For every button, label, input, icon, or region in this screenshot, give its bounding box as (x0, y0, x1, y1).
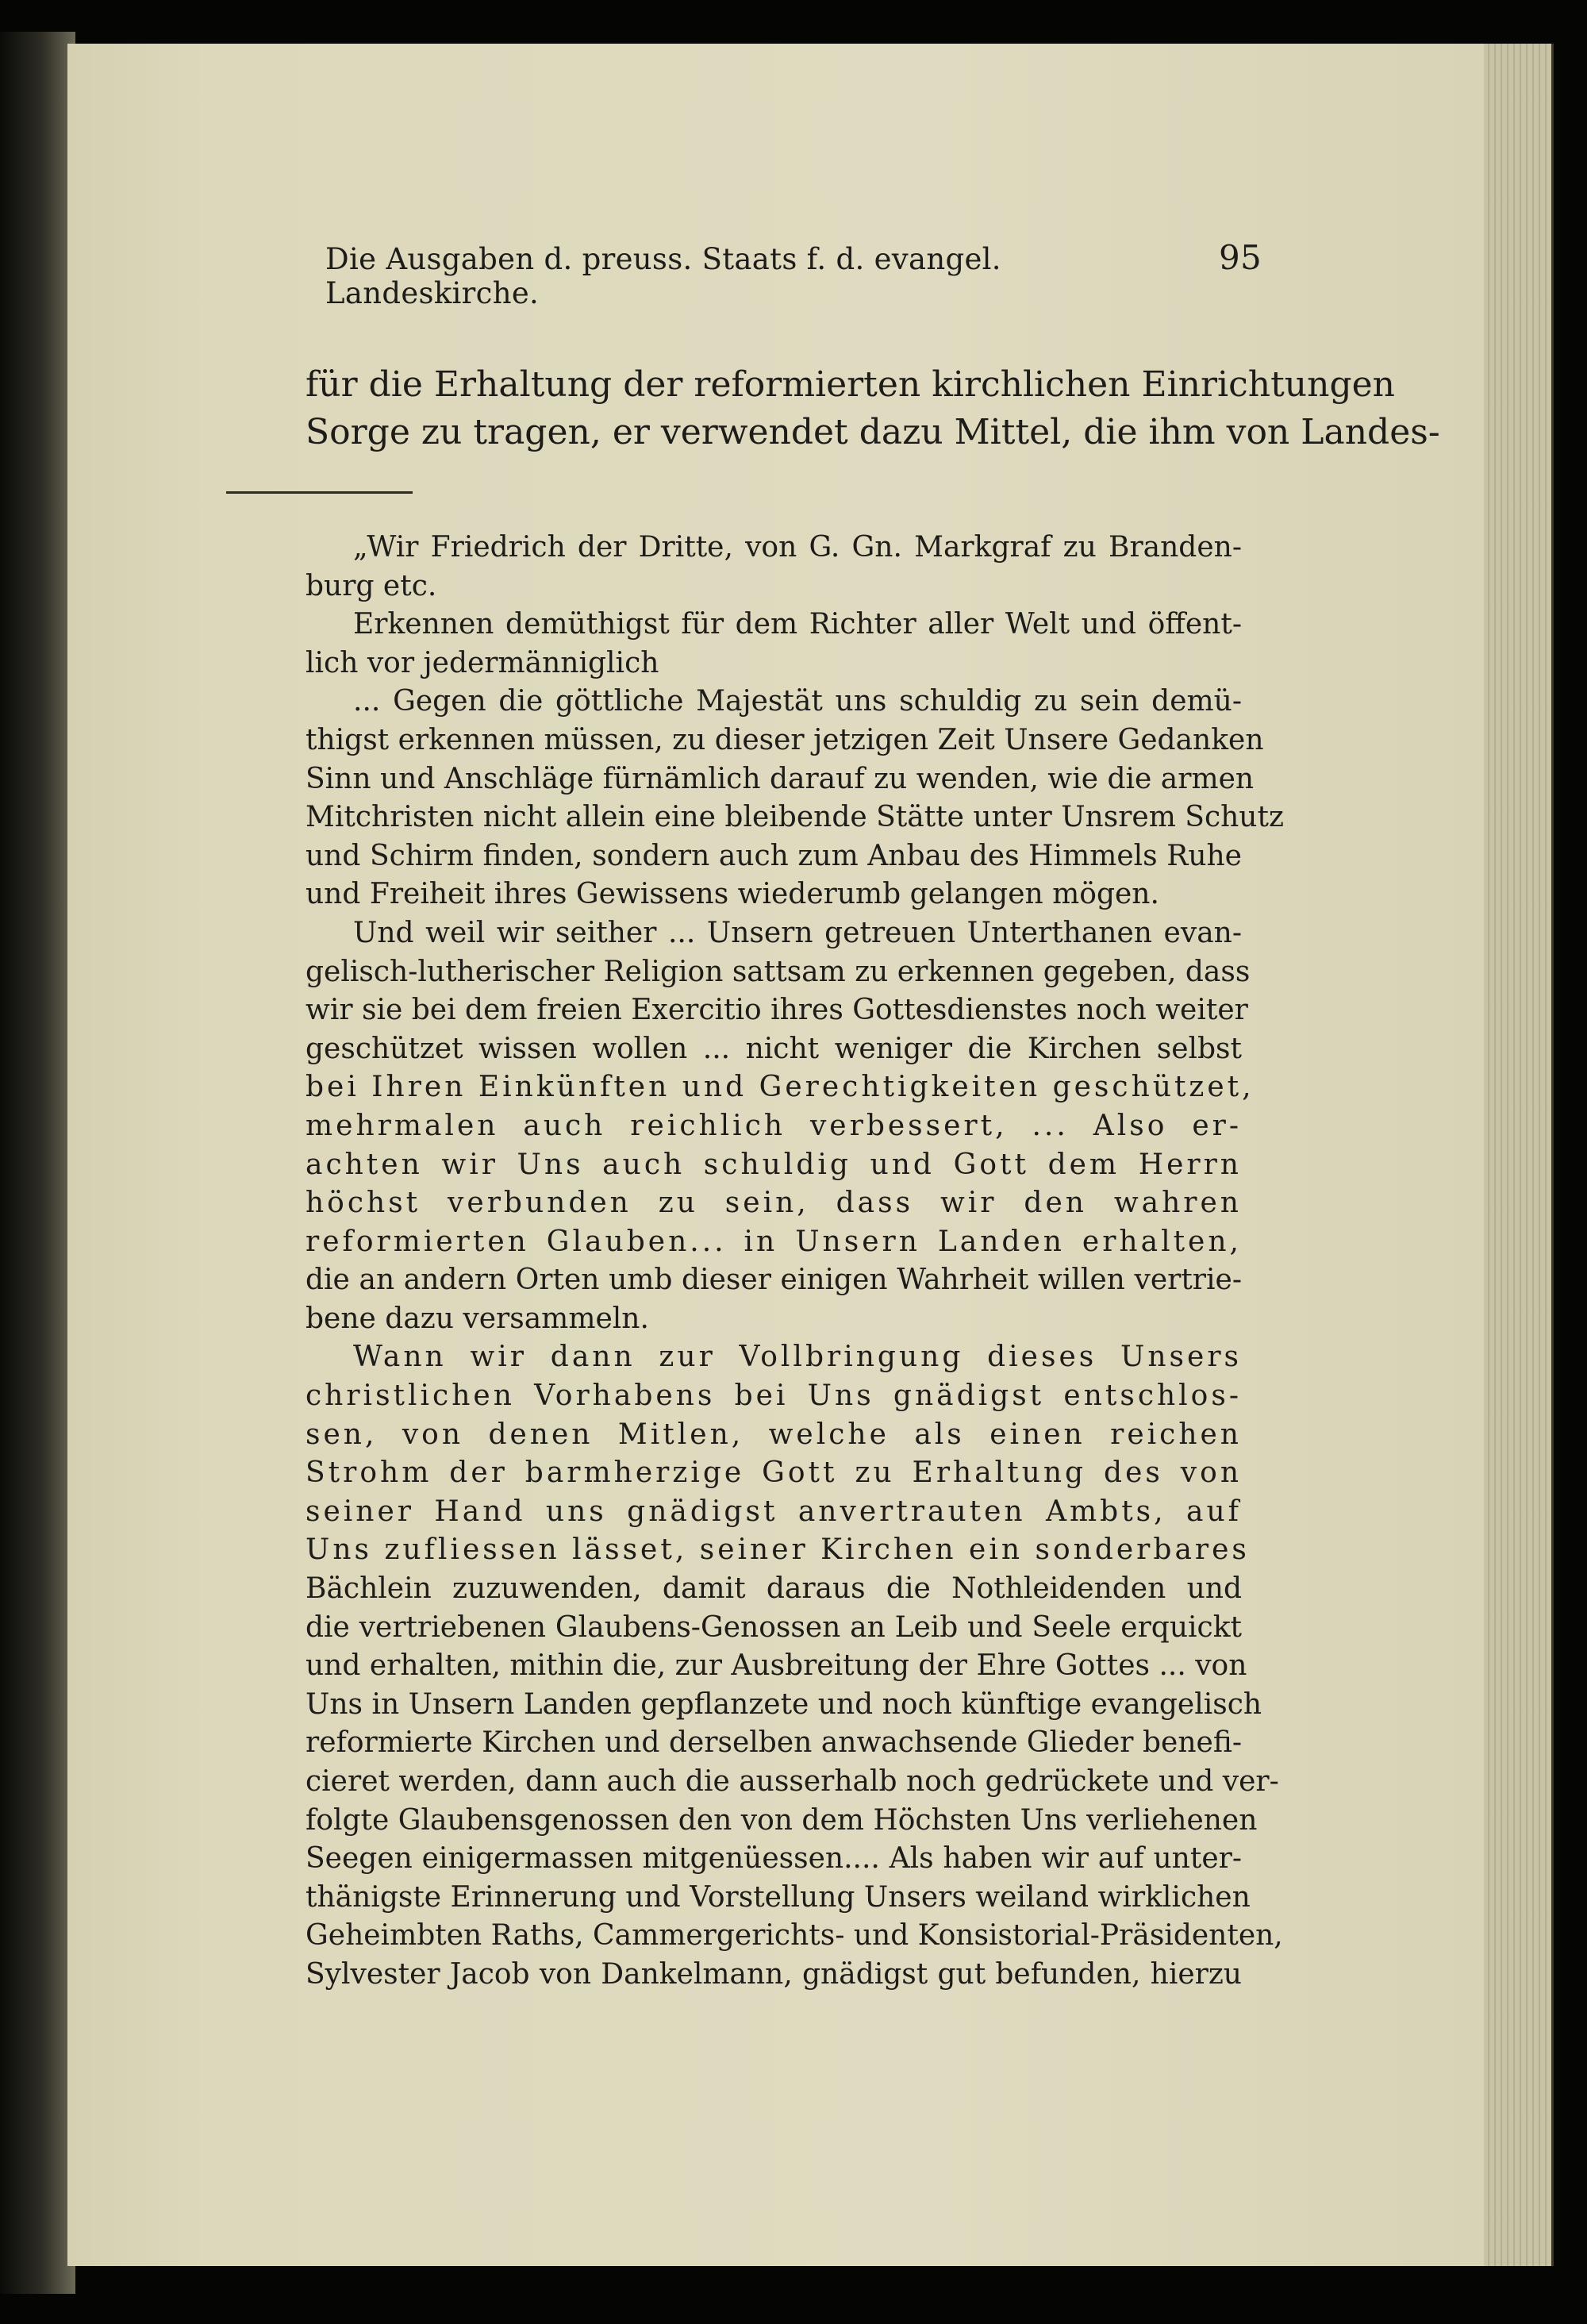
footnote-line: gelisch-lutherischer Religion sattsam zu erkennen gegeben, dass (305, 955, 1251, 988)
footnote-line: Erkennen demüthigst für dem Richter aller Welt und öffent- (353, 608, 1242, 641)
footnote-line: geschützet wissen wollen ... nicht weniger die Kirchen selbst (305, 1032, 1242, 1065)
footnote-line: burg etc. (305, 569, 437, 602)
footnote-line: Strohm der barmherzige Gott zu Erhaltung des von (305, 1456, 1242, 1490)
footnote-line: und Schirm finden, sondern auch zum Anbau des Himmels Ruhe (305, 839, 1242, 872)
footnote-line: reformierten Glauben... in Unsern Landen erhalten, (305, 1225, 1242, 1258)
footnote-line: Wann wir dann zur Vollbringung dieses Unsers (353, 1341, 1242, 1374)
footnote-line: Und weil wir seither ... Unsern getreuen Unterthanen evan- (353, 916, 1242, 949)
footnote-line: „Wir Friedrich der Dritte, von G. Gn. Markgraf zu Branden- (353, 531, 1242, 564)
main-text-line: Sorge zu tragen, er verwendet dazu Mittel, die ihm von Landes- (305, 412, 1440, 452)
footnote-line: folgte Glaubensgenossen den von dem Höchsten Uns verliehenen (305, 1803, 1258, 1837)
footnote-line: seiner Hand uns gnädigst anvertrauten Ambts, auf (305, 1495, 1242, 1528)
footnote-line: bene dazu versammeln. (305, 1302, 649, 1335)
footnote-line: Bächlein zuzuwenden, damit daraus die Nothleidenden und (305, 1572, 1242, 1606)
footnote-line: Sylvester Jacob von Dankelmann, gnädigst gut befunden, hierzu (305, 1957, 1242, 1991)
page-number: 95 (1218, 238, 1262, 277)
footnote-line: bei Ihren Einkünften und Gerechtigkeiten geschützet, (305, 1071, 1255, 1104)
footnote-line: lich vor jedermänniglich (305, 646, 659, 679)
page-edges (1484, 44, 1554, 2266)
footnote-rule (226, 491, 413, 494)
footnote-line: Sinn und Anschläge fürnämlich darauf zu wenden, wie die armen (305, 762, 1255, 795)
footnote-line: reformierte Kirchen und derselben anwachsende Glieder benefi- (305, 1726, 1242, 1760)
footnote-line: und erhalten, mithin die, zur Ausbreitung der Ehre Gottes ... von (305, 1649, 1247, 1683)
footnote-line: sen, von denen Mitlen, welche als einen reichen (305, 1418, 1242, 1451)
footnote-line: christlichen Vorhabens bei Uns gnädigst entschlos- (305, 1379, 1242, 1413)
footnote-line: die an andern Orten umb dieser einigen Wahrheit willen vertrie- (305, 1264, 1242, 1297)
running-title: Die Ausgaben d. preuss. Staats f. d. evangel. Landeskirche. (325, 242, 1001, 310)
text-block (305, 238, 1440, 1995)
footnote-line: mehrmalen auch reichlich verbessert, ... Also er- (305, 1109, 1242, 1142)
footnote-line: Mitchristen nicht allein eine bleibende Stätte unter Unsrem Schutz (305, 801, 1284, 834)
footnote-line: cieret werden, dann auch die ausserhalb noch gedrückete und ver- (305, 1765, 1279, 1798)
footnote-line: Geheimbten Raths, Cammergerichts- und Konsistorial-Präsidenten, (305, 1919, 1283, 1953)
footnote-line: thänigste Erinnerung und Vorstellung Unsers weiland wirklichen (305, 1880, 1251, 1914)
footnote-line: thigst erkennen müssen, zu dieser jetzigen Zeit Unsere Gedanken (305, 723, 1264, 756)
footnote-line: Seegen einigermassen mitgenüessen.... Als haben wir auf unter- (305, 1842, 1242, 1876)
footnote-line: Uns in Unsern Landen gepflanzete und noch künftige evangelisch (305, 1687, 1262, 1721)
footnote-line: Uns zufliessen lässet, seiner Kirchen ein sonderbares (305, 1533, 1250, 1567)
footnote (305, 529, 1284, 1995)
footnote-line: höchst verbunden zu sein, dass wir den wahren (305, 1187, 1242, 1220)
footnote-line: die vertriebenen Glaubens-Genossen an Leib und Seele erquickt (305, 1610, 1242, 1644)
running-head (325, 238, 1262, 310)
main-text-line: für die Erhaltung der reformierten kirchlichen Einrichtungen (305, 364, 1395, 405)
footnote-line: und Freiheit ihres Gewissens wiederumb gelangen mögen. (305, 878, 1159, 911)
footnote-line: ... Gegen die göttliche Majestät uns schuldig zu sein demü- (353, 685, 1242, 718)
binding-shadow (0, 32, 75, 2294)
footnote-line: wir sie bei dem freien Exercitio ihres Gottesdienstes noch weiter (305, 994, 1248, 1027)
footnote-line: achten wir Uns auch schuldig und Gott dem Herrn (305, 1148, 1242, 1181)
